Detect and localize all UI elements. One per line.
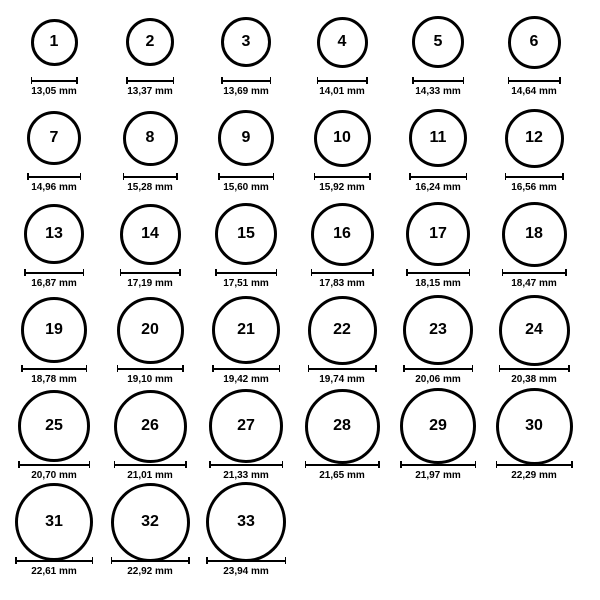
ring-size-number: 31 — [45, 513, 63, 530]
dimension-line — [117, 368, 184, 370]
dimension-bar-icon — [305, 461, 380, 468]
ring-size-cell — [390, 296, 486, 385]
ring-dimension — [15, 557, 93, 577]
ring-dimension — [499, 365, 570, 385]
ring-size-number: 4 — [337, 33, 347, 50]
dimension-bar-icon — [308, 365, 377, 372]
ring-size-cell — [6, 8, 102, 97]
ring-diameter-label: 20,06 mm — [415, 374, 461, 385]
dimension-line — [15, 560, 93, 562]
ring-dimension — [502, 269, 567, 289]
ring-size-cell — [390, 8, 486, 97]
ring-size-number: 9 — [241, 129, 251, 146]
ring-size-cell — [390, 200, 486, 289]
ring-size-number: 15 — [237, 225, 255, 242]
dimension-line — [400, 464, 476, 466]
ring-circle-wrap — [31, 8, 78, 76]
ring-circle — [24, 204, 84, 264]
dimension-bar-icon — [21, 365, 87, 372]
ring-circle-wrap — [218, 104, 274, 172]
ring-size-number: 22 — [333, 321, 351, 338]
dimension-bar-icon — [317, 77, 368, 84]
dimension-line — [314, 176, 371, 178]
ring-size-cell — [294, 392, 390, 481]
ring-circle-wrap — [15, 488, 93, 556]
ring-diameter-label: 16,87 mm — [31, 278, 77, 289]
ring-circle — [18, 390, 90, 462]
ring-circle-wrap — [311, 200, 374, 268]
dimension-line — [311, 272, 374, 274]
dimension-line — [120, 272, 181, 274]
ring-circle — [123, 111, 178, 166]
ring-size-number: 5 — [433, 33, 443, 50]
ring-circle — [505, 109, 564, 168]
ring-size-number: 30 — [525, 417, 543, 434]
ring-circle-wrap — [215, 200, 277, 268]
ring-size-number: 27 — [237, 417, 255, 434]
ring-size-number: 1 — [49, 33, 59, 50]
ring-dimension — [305, 461, 380, 481]
ring-size-number: 33 — [237, 513, 255, 530]
ring-circle-wrap — [308, 296, 377, 364]
ring-size-cell — [102, 104, 198, 193]
ring-size-number: 12 — [525, 129, 543, 146]
ring-size-cell — [102, 296, 198, 385]
ring-size-cell — [198, 200, 294, 289]
chart-row — [6, 392, 594, 488]
ring-dimension — [496, 461, 573, 481]
ring-dimension — [18, 461, 90, 481]
ring-diameter-label: 18,15 mm — [415, 278, 461, 289]
ring-dimension — [126, 77, 174, 97]
ring-circle — [206, 482, 286, 562]
dimension-bar-icon — [221, 77, 271, 84]
ring-diameter-label: 15,60 mm — [223, 182, 269, 193]
ring-circle-wrap — [505, 104, 564, 172]
ring-size-cell — [6, 392, 102, 481]
ring-size-cell — [198, 104, 294, 193]
ring-size-number: 10 — [333, 129, 351, 146]
ring-circle — [31, 19, 78, 66]
chart-row — [6, 296, 594, 392]
ring-diameter-label: 21,33 mm — [223, 470, 269, 481]
ring-diameter-label: 15,92 mm — [319, 182, 365, 193]
dimension-bar-icon — [209, 461, 283, 468]
dimension-bar-icon — [27, 173, 81, 180]
ring-diameter-label: 17,19 mm — [127, 278, 173, 289]
ring-circle-wrap — [111, 488, 190, 556]
ring-circle-wrap — [403, 296, 473, 364]
dimension-bar-icon — [502, 269, 567, 276]
ring-circle — [27, 111, 81, 165]
ring-diameter-label: 13,37 mm — [127, 86, 173, 97]
ring-dimension — [206, 557, 286, 577]
ring-diameter-label: 14,33 mm — [415, 86, 461, 97]
ring-circle-wrap — [499, 296, 570, 364]
dimension-bar-icon — [114, 461, 187, 468]
ring-size-cell — [198, 8, 294, 97]
dimension-line — [218, 176, 274, 178]
ring-diameter-label: 19,10 mm — [127, 374, 173, 385]
ring-dimension — [221, 77, 271, 97]
dimension-bar-icon — [126, 77, 174, 84]
ring-circle-wrap — [412, 8, 464, 76]
ring-circle — [412, 16, 464, 68]
ring-dimension — [111, 557, 190, 577]
ring-circle — [111, 483, 190, 562]
ring-diameter-label: 21,01 mm — [127, 470, 173, 481]
ring-size-number: 24 — [525, 321, 543, 338]
dimension-bar-icon — [111, 557, 190, 564]
ring-circle-wrap — [400, 392, 476, 460]
ring-diameter-label: 21,97 mm — [415, 470, 461, 481]
dimension-bar-icon — [406, 269, 470, 276]
ring-circle-wrap — [126, 8, 174, 76]
ring-diameter-label: 15,28 mm — [127, 182, 173, 193]
ring-diameter-label: 18,78 mm — [31, 374, 77, 385]
ring-size-number: 17 — [429, 225, 447, 242]
ring-circle — [403, 295, 473, 365]
ring-diameter-label: 19,42 mm — [223, 374, 269, 385]
dimension-bar-icon — [499, 365, 570, 372]
dimension-line — [221, 80, 271, 82]
dimension-bar-icon — [311, 269, 374, 276]
dimension-line — [31, 80, 78, 82]
ring-size-cell — [102, 8, 198, 97]
dimension-bar-icon — [212, 365, 280, 372]
ring-size-cell — [486, 104, 582, 193]
ring-size-cell — [390, 392, 486, 481]
ring-circle — [21, 297, 87, 363]
ring-diameter-label: 16,56 mm — [511, 182, 557, 193]
ring-size-number: 23 — [429, 321, 447, 338]
dimension-bar-icon — [15, 557, 93, 564]
ring-dimension — [21, 365, 87, 385]
ring-size-cell — [294, 104, 390, 193]
ring-dimension — [317, 77, 368, 97]
ring-size-cell — [198, 392, 294, 481]
chart-row — [6, 200, 594, 296]
ring-circle — [120, 204, 181, 265]
ring-circle — [499, 295, 570, 366]
ring-dimension — [120, 269, 181, 289]
dimension-line — [18, 464, 90, 466]
ring-circle-wrap — [209, 392, 283, 460]
ring-dimension — [508, 77, 561, 97]
ring-dimension — [209, 461, 283, 481]
ring-size-cell — [486, 200, 582, 289]
dimension-bar-icon — [215, 269, 277, 276]
ring-circle — [308, 296, 377, 365]
ring-size-cell — [198, 296, 294, 385]
dimension-bar-icon — [314, 173, 371, 180]
dimension-bar-icon — [496, 461, 573, 468]
ring-diameter-label: 23,94 mm — [223, 566, 269, 577]
ring-dimension — [123, 173, 178, 193]
ring-dimension — [412, 77, 464, 97]
ring-diameter-label: 18,47 mm — [511, 278, 557, 289]
ring-circle-wrap — [206, 488, 286, 556]
dimension-line — [123, 176, 178, 178]
dimension-bar-icon — [218, 173, 274, 180]
ring-circle — [317, 17, 368, 68]
ring-diameter-label: 13,69 mm — [223, 86, 269, 97]
dimension-line — [209, 464, 283, 466]
dimension-bar-icon — [505, 173, 564, 180]
ring-circle-wrap — [120, 200, 181, 268]
ring-diameter-label: 22,92 mm — [127, 566, 173, 577]
dimension-bar-icon — [400, 461, 476, 468]
ring-dimension — [505, 173, 564, 193]
dimension-bar-icon — [24, 269, 84, 276]
ring-size-number: 13 — [45, 225, 63, 242]
ring-size-cell — [294, 200, 390, 289]
ring-diameter-label: 22,61 mm — [31, 566, 77, 577]
ring-size-number: 11 — [429, 129, 447, 146]
ring-size-cell — [102, 488, 198, 577]
ring-size-cell — [486, 296, 582, 385]
ring-dimension — [400, 461, 476, 481]
ring-circle-wrap — [221, 8, 271, 76]
ring-circle-wrap — [123, 104, 178, 172]
ring-size-cell — [6, 200, 102, 289]
dimension-line — [206, 560, 286, 562]
chart-row — [6, 488, 594, 584]
ring-circle — [215, 203, 277, 265]
ring-circle-wrap — [212, 296, 280, 364]
dimension-line — [27, 176, 81, 178]
dimension-bar-icon — [120, 269, 181, 276]
ring-dimension — [409, 173, 467, 193]
ring-circle — [126, 18, 174, 66]
ring-size-cell — [486, 8, 582, 97]
ring-diameter-label: 20,70 mm — [31, 470, 77, 481]
ring-dimension — [31, 77, 78, 97]
ring-circle-wrap — [117, 296, 184, 364]
dimension-line — [215, 272, 277, 274]
dimension-line — [114, 464, 187, 466]
ring-dimension — [311, 269, 374, 289]
ring-circle-wrap — [317, 8, 368, 76]
dimension-bar-icon — [18, 461, 90, 468]
ring-circle — [209, 389, 283, 463]
ring-circle — [406, 202, 470, 266]
ring-size-number: 21 — [237, 321, 255, 338]
ring-circle — [314, 110, 371, 167]
ring-diameter-label: 17,83 mm — [319, 278, 365, 289]
dimension-bar-icon — [409, 173, 467, 180]
ring-circle — [305, 389, 380, 464]
ring-circle — [221, 17, 271, 67]
ring-circle — [212, 296, 280, 364]
ring-dimension — [212, 365, 280, 385]
dimension-bar-icon — [31, 77, 78, 84]
ring-size-number: 18 — [525, 225, 543, 242]
ring-size-cell — [294, 296, 390, 385]
ring-circle — [15, 483, 93, 561]
ring-circle-wrap — [409, 104, 467, 172]
ring-circle — [311, 203, 374, 266]
ring-circle — [496, 388, 573, 465]
dimension-line — [24, 272, 84, 274]
ring-circle-wrap — [18, 392, 90, 460]
ring-circle-wrap — [24, 200, 84, 268]
dimension-line — [317, 80, 368, 82]
ring-size-number: 26 — [141, 417, 159, 434]
dimension-line — [499, 368, 570, 370]
ring-circle — [114, 390, 187, 463]
ring-size-number: 29 — [429, 417, 447, 434]
ring-circle — [400, 388, 476, 464]
ring-circle — [508, 16, 561, 69]
ring-dimension — [218, 173, 274, 193]
ring-circle-wrap — [406, 200, 470, 268]
ring-diameter-label: 14,96 mm — [31, 182, 77, 193]
dimension-bar-icon — [123, 173, 178, 180]
ring-size-number: 28 — [333, 417, 351, 434]
dimension-bar-icon — [403, 365, 473, 372]
dimension-line — [496, 464, 573, 466]
ring-circle — [218, 110, 274, 166]
ring-circle-wrap — [314, 104, 371, 172]
ring-dimension — [406, 269, 470, 289]
chart-row — [6, 8, 594, 104]
ring-dimension — [314, 173, 371, 193]
dimension-bar-icon — [412, 77, 464, 84]
ring-size-number: 6 — [529, 33, 539, 50]
ring-size-cell — [102, 200, 198, 289]
ring-diameter-label: 21,65 mm — [319, 470, 365, 481]
ring-diameter-label: 14,01 mm — [319, 86, 365, 97]
ring-circle-wrap — [27, 104, 81, 172]
ring-circle-wrap — [114, 392, 187, 460]
dimension-line — [505, 176, 564, 178]
ring-size-cell — [6, 296, 102, 385]
ring-circle-wrap — [508, 8, 561, 76]
ring-size-number: 14 — [141, 225, 159, 242]
ring-diameter-label: 22,29 mm — [511, 470, 557, 481]
dimension-line — [412, 80, 464, 82]
ring-size-cell — [6, 488, 102, 577]
ring-size-cell — [294, 8, 390, 97]
ring-diameter-label: 20,38 mm — [511, 374, 557, 385]
ring-size-number: 2 — [145, 33, 155, 50]
ring-circle-wrap — [21, 296, 87, 364]
dimension-line — [406, 272, 470, 274]
ring-diameter-label: 13,05 mm — [31, 86, 77, 97]
ring-dimension — [114, 461, 187, 481]
dimension-line — [502, 272, 567, 274]
ring-diameter-label: 17,51 mm — [223, 278, 269, 289]
ring-circle — [117, 297, 184, 364]
ring-size-number: 3 — [241, 33, 251, 50]
ring-dimension — [24, 269, 84, 289]
ring-dimension — [308, 365, 377, 385]
ring-diameter-label: 16,24 mm — [415, 182, 461, 193]
ring-dimension — [27, 173, 81, 193]
dimension-line — [21, 368, 87, 370]
ring-size-number: 25 — [45, 417, 63, 434]
ring-circle — [409, 109, 467, 167]
dimension-line — [409, 176, 467, 178]
ring-dimension — [117, 365, 184, 385]
dimension-line — [111, 560, 190, 562]
dimension-line — [126, 80, 174, 82]
dimension-bar-icon — [508, 77, 561, 84]
ring-circle — [502, 202, 567, 267]
dimension-bar-icon — [117, 365, 184, 372]
ring-size-cell — [6, 104, 102, 193]
chart-row — [6, 104, 594, 200]
ring-dimension — [215, 269, 277, 289]
ring-circle-wrap — [496, 392, 573, 460]
ring-size-number: 32 — [141, 513, 159, 530]
ring-dimension — [403, 365, 473, 385]
dimension-line — [212, 368, 280, 370]
ring-diameter-label: 19,74 mm — [319, 374, 365, 385]
ring-size-number: 16 — [333, 225, 351, 242]
dimension-line — [508, 80, 561, 82]
dimension-line — [305, 464, 380, 466]
ring-size-number: 7 — [49, 129, 59, 146]
ring-circle-wrap — [305, 392, 380, 460]
ring-size-cell — [198, 488, 294, 577]
ring-size-number: 20 — [141, 321, 159, 338]
ring-size-number: 19 — [45, 321, 63, 338]
ring-diameter-label: 14,64 mm — [511, 86, 557, 97]
ring-circle-wrap — [502, 200, 567, 268]
ring-size-cell — [102, 392, 198, 481]
dimension-line — [308, 368, 377, 370]
dimension-line — [403, 368, 473, 370]
ring-size-cell — [390, 104, 486, 193]
ring-size-cell — [486, 392, 582, 481]
dimension-bar-icon — [206, 557, 286, 564]
ring-size-number: 8 — [145, 129, 155, 146]
